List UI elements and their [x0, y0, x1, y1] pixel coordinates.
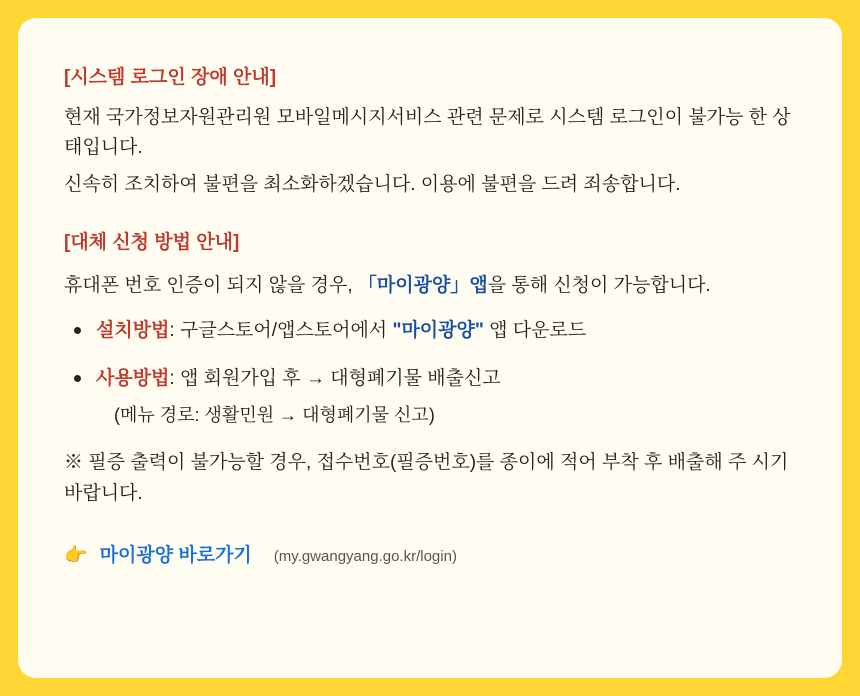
- bullet-dot-icon: [74, 375, 81, 382]
- bullet-dot-icon: [74, 327, 81, 334]
- intro-suffix-text: 을 통해 신청이 가능합니다.: [487, 275, 711, 297]
- login-failure-paragraph: [64, 103, 796, 165]
- certificate-note-line-2: 시기 바랍니다.: [64, 452, 789, 505]
- notice-card: [18, 18, 842, 678]
- list-item-install: [64, 316, 796, 346]
- alternative-method-intro: [64, 271, 796, 301]
- login-failure-line-1: 현재 국가정보자원관리원 모바일메시지서비스 관련 문제로 시스템 로그인이 불가능: [64, 106, 744, 128]
- my-gwangyang-url: (my.gwangyang.go.kr/login): [273, 547, 457, 565]
- install-text-suffix: 앱 다운로드: [483, 319, 587, 341]
- install-text-prefix: : 구글스토어/앱스토어에서: [169, 319, 393, 341]
- usage-label: 사용방법: [96, 368, 170, 390]
- install-label: 설치방법: [96, 319, 170, 341]
- list-item-usage: [64, 364, 796, 430]
- app-name-emphasis: 「마이광양」앱: [357, 275, 488, 297]
- pointing-hand-icon: 👉: [64, 544, 88, 566]
- certificate-note-line-1: ※ 필증 출력이 불가능할 경우, 접수번호(필증번호)를 종이에 적어 부착 후 배출해 주: [64, 452, 747, 474]
- apology-paragraph: 신속히 조치하여 불편을 최소화하겠습니다. 이용에 불편을 드려 죄송합니다.: [64, 174, 681, 196]
- alternative-method-heading: [대체 신청 방법 안내]: [64, 231, 240, 253]
- install-app-highlight: "마이광양": [392, 319, 484, 341]
- intro-prefix-text: 휴대폰 번호 인증이 되지 않을 경우,: [64, 275, 358, 297]
- certificate-note: [64, 448, 796, 510]
- my-gwangyang-link[interactable]: 마이광양 바로가기: [99, 544, 252, 566]
- usage-menu-path: (메뉴 경로: 생활민원 → 대형폐기물 신고): [114, 405, 435, 426]
- usage-text-prefix: : 앱 회원가입 후 → 대형폐기물 배출신고: [169, 368, 501, 390]
- login-failure-line-2: 한 상태입니다.: [64, 106, 791, 159]
- login-failure-heading: [시스템 로그인 장애 안내]: [64, 67, 277, 88]
- shortcut-link-row[interactable]: [64, 540, 796, 567]
- method-list: [64, 316, 796, 431]
